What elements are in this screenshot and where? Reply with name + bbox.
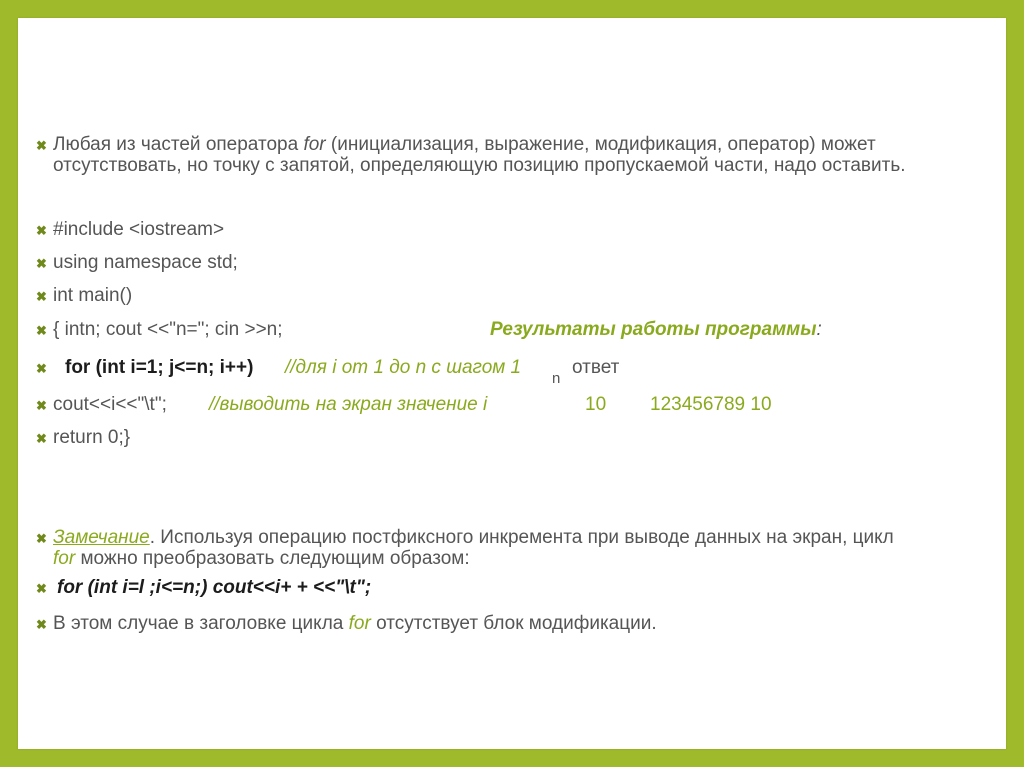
bullet-icon: ✖ <box>36 289 47 304</box>
bullet-icon: ✖ <box>36 323 47 338</box>
n-label: n <box>552 370 561 387</box>
code-for-comment <box>285 358 521 378</box>
note-paragraph <box>36 528 894 569</box>
p1-line1-post: (инициализация, выражение, модификация, оператор) может <box>325 134 876 155</box>
bullet-icon: ✖ <box>36 361 47 376</box>
note-code-line <box>36 578 371 599</box>
bullet-icon: ✖ <box>36 531 47 546</box>
bullet-icon: ✖ <box>36 398 47 413</box>
code-return <box>36 428 130 449</box>
results-colon: : <box>816 319 822 340</box>
code-intn <box>36 320 283 341</box>
answer-value-cell <box>650 395 772 415</box>
answer-value: 123456789 10 <box>650 394 772 415</box>
code-include-text: #include <iostream> <box>53 219 225 240</box>
n-value: 10 <box>585 394 607 415</box>
code-for-text: for (int i=1; j<=n; i++) <box>65 357 254 378</box>
note-line2 <box>36 549 894 569</box>
paragraph-for-optional-parts <box>36 135 906 176</box>
n-value-cell <box>585 395 606 415</box>
code-using-text: using namespace std; <box>53 252 238 273</box>
note-last-post: отсутствует блок модификации. <box>370 613 657 634</box>
note-text2: можно преобразовать следующим образом: <box>75 548 470 569</box>
code-using <box>36 253 238 274</box>
code-cout <box>36 395 167 416</box>
answer-label: ответ <box>572 357 620 378</box>
note-last-pre: В этом случае в заголовке цикла <box>53 613 349 634</box>
note-text1: . Используя операцию постфиксного инкремента при выводе данных на экран, цикл <box>149 527 894 548</box>
p1-line2: отсутствовать, но точку с запятой, определяющую позицию пропускаемой части, надо оставить. <box>53 155 906 176</box>
cout-comment-text: //выводить на экран значение i <box>209 394 488 415</box>
slide <box>18 18 1006 749</box>
code-include <box>36 220 224 241</box>
answer-column-label <box>572 358 619 378</box>
code-main-text: int main() <box>53 285 133 306</box>
code-return-text: return 0;} <box>53 427 131 448</box>
p1-for-keyword: for <box>303 134 326 155</box>
note-for-keyword: for <box>53 548 76 569</box>
note-code-text: for (int i=l ;i<=n;) cout<<i+ + <<"\t"; <box>57 577 372 598</box>
p1-line1-pre: Любая из частей оператора <box>53 134 304 155</box>
code-intn-text: { intn; cout <<"n="; cin >>n; <box>53 319 283 340</box>
bullet-icon: ✖ <box>36 138 47 153</box>
bullet-icon: ✖ <box>36 223 47 238</box>
n-column-label <box>552 369 560 389</box>
note-label: Замечание <box>53 527 150 548</box>
bullet-icon: ✖ <box>36 581 47 596</box>
note-last-line <box>36 614 657 635</box>
code-cout-comment <box>209 395 487 415</box>
results-heading <box>490 320 822 340</box>
note-last-for-keyword: for <box>348 613 371 634</box>
bullet-icon: ✖ <box>36 431 47 446</box>
code-main <box>36 286 132 307</box>
code-for <box>36 358 253 379</box>
results-label: Результаты работы программы <box>490 319 817 340</box>
code-cout-text: cout<<i<<"\t"; <box>53 394 167 415</box>
for-comment-text: //для i от 1 до n с шагом 1 <box>285 357 522 378</box>
bullet-icon: ✖ <box>36 617 47 632</box>
bullet-icon: ✖ <box>36 256 47 271</box>
